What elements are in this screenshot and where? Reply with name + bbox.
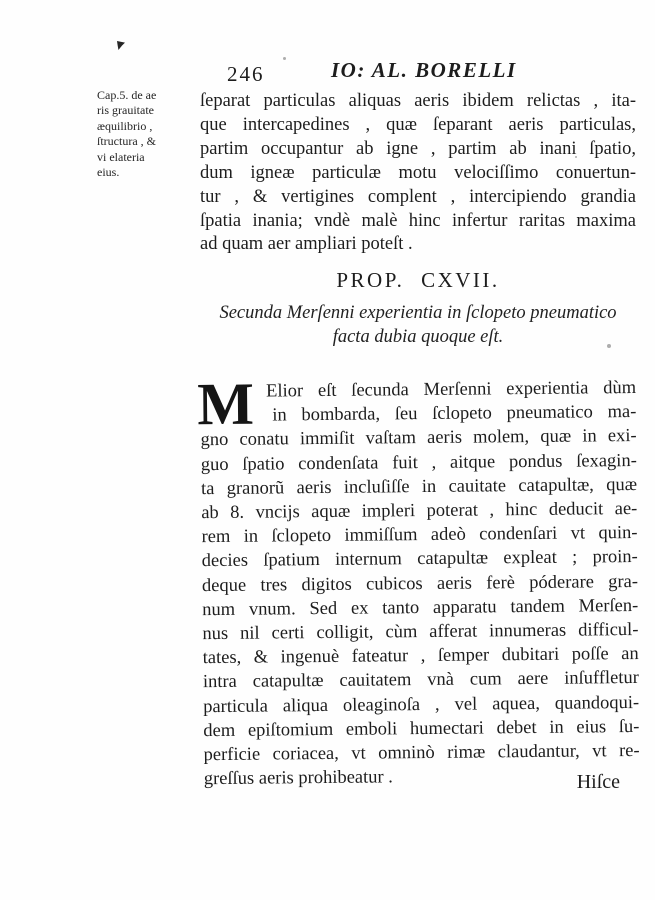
text-line: Elior eſt ſecunda Merſenni experientia dùm — [266, 377, 637, 402]
text-line: que intercapedines , quæ ſeparant aeris particulas, — [200, 114, 636, 135]
text-line: nus nil certi colligit, cùm afferat innumeras difficul- — [202, 620, 639, 645]
text-line: ſpatia inania; vndè malè hinc infertur raritas maxima — [200, 210, 636, 231]
text-line: vi elateria — [97, 149, 145, 164]
text-line: Cap.5. de ae — [97, 88, 157, 102]
text-line: decies ſpatium internum catapultæ expleat ; proin- — [201, 547, 638, 572]
intro-paragraph — [200, 90, 636, 257]
text-line: greſſus aeris prohibeatur . — [203, 767, 393, 790]
text-line: dem epiſtomium emboli humectari debet in eius ſu- — [203, 716, 640, 742]
proposition-heading: PROP. CXVII. — [336, 268, 500, 292]
text-line: ta granorũ aeris incluſiſſe in cauitate catapultæ, quæ — [200, 474, 638, 499]
text-line: Secunda Merſenni experientia in ſclopeto pneumatico — [219, 303, 617, 323]
text-line: dum igneæ particulæ motu velociſſimo conuertun- — [200, 162, 636, 183]
page-number: 246 — [227, 62, 265, 86]
text-line: ſeparat particulas aliquas aeris ibidem relictas , ita- — [200, 91, 636, 111]
text-line: ab 8. vncijs aquæ impleri poterat , hinc deducit ae- — [201, 499, 638, 524]
margin-note — [97, 88, 201, 180]
text-line: in bombarda, ſeu ſclopeto pneumatico ma- — [272, 402, 637, 426]
text-line: gno conatu immiſit vaſtam aeris molem, quæ in exi- — [200, 426, 637, 451]
text-line: intra catapultæ cauitatem vnà cum aere inſuffletur — [202, 668, 639, 693]
text-line: ris grauitate — [97, 103, 154, 118]
running-title: IO: AL. BORELLI — [331, 58, 517, 82]
text-line: tates, & ingenuè fateatur , ſemper dubitari poſſe an — [202, 644, 639, 669]
text-line: ſtructura , & — [97, 134, 156, 149]
proposition-subtitle — [200, 302, 636, 349]
text-line: rem in ſclopeto immiſſum adeò condenſari vt quin- — [201, 523, 638, 548]
text-line: tur , & vertigines complent , intercipiendo grandia — [200, 186, 636, 207]
catchword: Hiſce — [576, 771, 620, 793]
text-line: eius. — [97, 165, 120, 180]
text-line: ad quam aer ampliari poteſt . — [200, 234, 413, 255]
text-line: num vnum. Sed ex tanto apparatu tandem Merſen- — [202, 595, 639, 621]
text-line: perficie coriacea, vt omninò rimæ claudantur, vt re- — [203, 741, 640, 766]
text-line: particula aliqua oleaginoſa , vel aquea, quandoqui- — [203, 692, 640, 717]
drop-cap: M — [196, 370, 255, 438]
body-paragraph — [196, 370, 640, 792]
body-paragraph-lines — [200, 376, 640, 792]
text-line: deque tres digitos cubicos aeris ferè póderare gra- — [201, 571, 639, 596]
text-line: æquilibrio , — [97, 118, 153, 133]
text-line: guo ſpatio condenſata fuit , aitque pondus ſexagin- — [200, 450, 637, 475]
ink-mark-icon — [117, 41, 125, 50]
text-line: facta dubia quoque eſt. — [332, 326, 504, 347]
ink-speck — [283, 57, 286, 60]
text-line: partim occupantur ab igne , partim ab inani ſpatio, — [200, 138, 636, 159]
